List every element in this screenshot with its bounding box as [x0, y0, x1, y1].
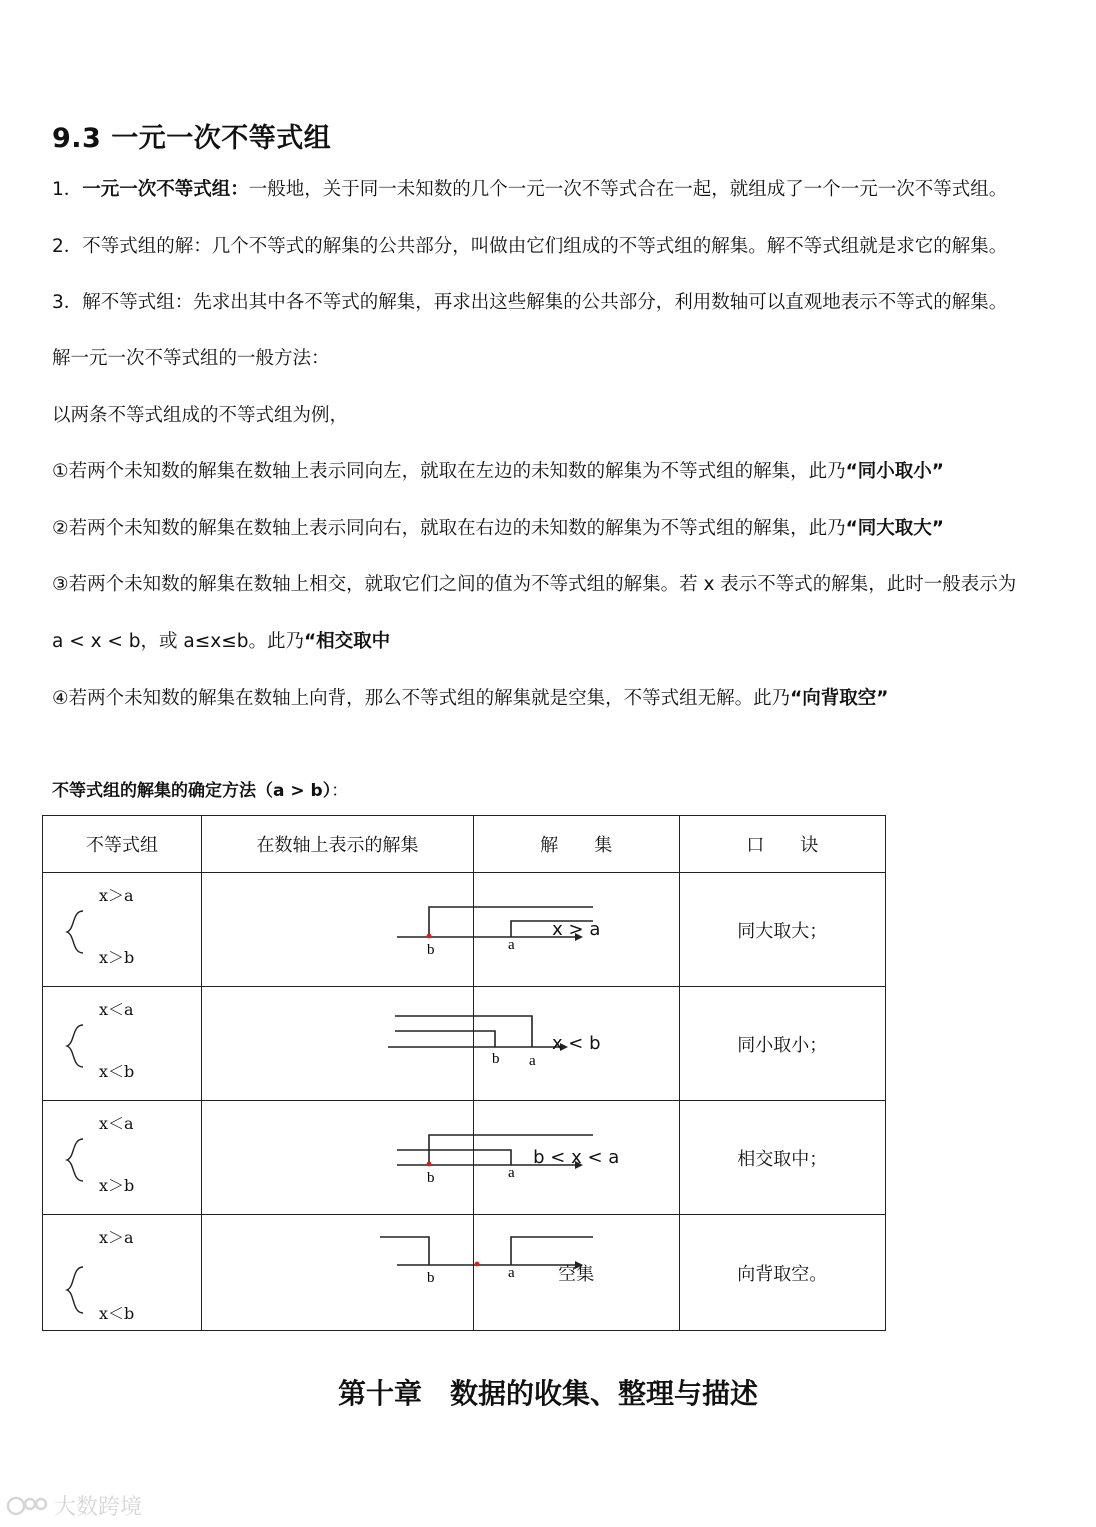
rhyme-cell: 相交取中； [679, 1101, 886, 1215]
header-number-line: 在数轴上表示的解集 [202, 816, 474, 873]
inequality-bottom: x＞b [99, 1176, 135, 1195]
inequality-bottom: x＜b [99, 1304, 135, 1323]
inequality-cell [43, 1101, 202, 1215]
rule-intersect-notation: a < x < b，或 a≤x≤b。此乃“相交取中 [52, 631, 391, 652]
table-header-row [43, 816, 886, 873]
table-row [43, 1101, 886, 1215]
rhyme-cell: 同大取大； [679, 873, 886, 987]
point-label-b: b [427, 1170, 435, 1186]
inequality-cell [43, 987, 202, 1101]
inequality-top: x＞a [99, 886, 134, 905]
table-row [43, 987, 886, 1101]
section-title: 9.3 一元一次不等式组 [52, 123, 332, 154]
inequality-cell [43, 1215, 202, 1331]
inequality-cell [43, 873, 202, 987]
solution-cell: 空集 [474, 1215, 680, 1331]
number-line-diagram [202, 1215, 515, 1330]
header-rhyme: 口 诀 [679, 816, 886, 873]
number-line-cell [202, 1215, 515, 1331]
rhyme-cell: 向背取空。 [679, 1215, 886, 1331]
point-label-a: a [508, 1265, 515, 1281]
brace-icon [63, 1023, 87, 1069]
brace-icon [63, 909, 87, 955]
inequality-top: x＜a [99, 1000, 134, 1019]
inequality-bottom: x＞b [99, 948, 135, 967]
brace-icon [63, 1265, 87, 1315]
rule-opposite: ④若两个未知数的解集在数轴上向背，那么不等式组的解集就是空集，不等式组无解。此乃“向背取空” [52, 688, 889, 709]
number-line-cell [202, 987, 536, 1101]
point-label-b: b [427, 942, 435, 958]
endpoint-dot [475, 1262, 480, 1267]
rule-same-right: ②若两个未知数的解集在数轴上表示同向右，就取在右边的未知数的解集为不等式组的解集，此乃“同大取大” [52, 518, 944, 539]
inequality-top: x＞a [99, 1228, 134, 1247]
solution-table [42, 815, 886, 1331]
rule-same-left: ①若两个未知数的解集在数轴上表示同向左，就取在左边的未知数的解集为不等式组的解集，此乃“同小取小” [52, 461, 944, 482]
solution-cell: x > a [474, 873, 680, 987]
table-row [43, 873, 886, 987]
number-line-diagram [202, 1101, 515, 1214]
table-caption: 不等式组的解集的确定方法（a > b）： [52, 781, 349, 801]
rhyme-cell: 同小取小； [679, 987, 886, 1101]
paragraph-general-method: 解一元一次不等式组的一般方法： [52, 348, 330, 369]
point-label-a: a [508, 1165, 515, 1181]
point-label-a: a [508, 937, 515, 953]
inequality-top: x＜a [99, 1114, 134, 1133]
paragraph-solution-definition: 2．不等式组的解：几个不等式的解集的公共部分，叫做由它们组成的不等式组的解集。解不等式组就是求它的解集。 [52, 236, 1008, 257]
paragraph-definition: 1．一元一次不等式组：一般地，关于同一未知数的几个一元一次不等式合在一起，就组成了一个一元一次不等式组。 [52, 179, 1008, 200]
rule-intersect: ③若两个未知数的解集在数轴上相交，就取它们之间的值为不等式组的解集。若 x 表示不等式的解集，此时一般表示为 [52, 574, 1017, 595]
number-line-diagram [202, 987, 536, 1100]
solution-cell: b < x < a [474, 1101, 680, 1215]
brace-icon [63, 1137, 87, 1183]
paragraph-example-intro: 以两条不等式组成的不等式组为例， [52, 405, 349, 426]
point-label-a: a [529, 1053, 536, 1069]
number-line-cell [202, 873, 515, 987]
number-line-cell [202, 1101, 515, 1215]
endpoint-dot [427, 1162, 432, 1167]
endpoint-dot [427, 934, 432, 939]
paragraph-solving-method: 3．解不等式组：先求出其中各不等式的解集，再求出这些解集的公共部分，利用数轴可以直观地表示不等式的解集。 [52, 292, 1008, 313]
watermark-text: 大数跨境 [54, 1495, 143, 1520]
ray-x-less-b [380, 1237, 429, 1265]
header-solution-set: 解 集 [474, 816, 680, 873]
point-label-b: b [492, 1051, 500, 1067]
table-row [43, 1215, 886, 1331]
number-line-diagram [202, 873, 515, 986]
header-inequality-system: 不等式组 [43, 816, 202, 873]
point-label-b: b [427, 1270, 435, 1286]
chapter-title: 第十章 数据的收集、整理与描述 [337, 1377, 758, 1410]
solution-cell: x < b [474, 987, 680, 1101]
watermark [6, 1490, 142, 1521]
watermark-logo-icon [6, 1493, 50, 1519]
inequality-bottom: x＜b [99, 1062, 135, 1081]
